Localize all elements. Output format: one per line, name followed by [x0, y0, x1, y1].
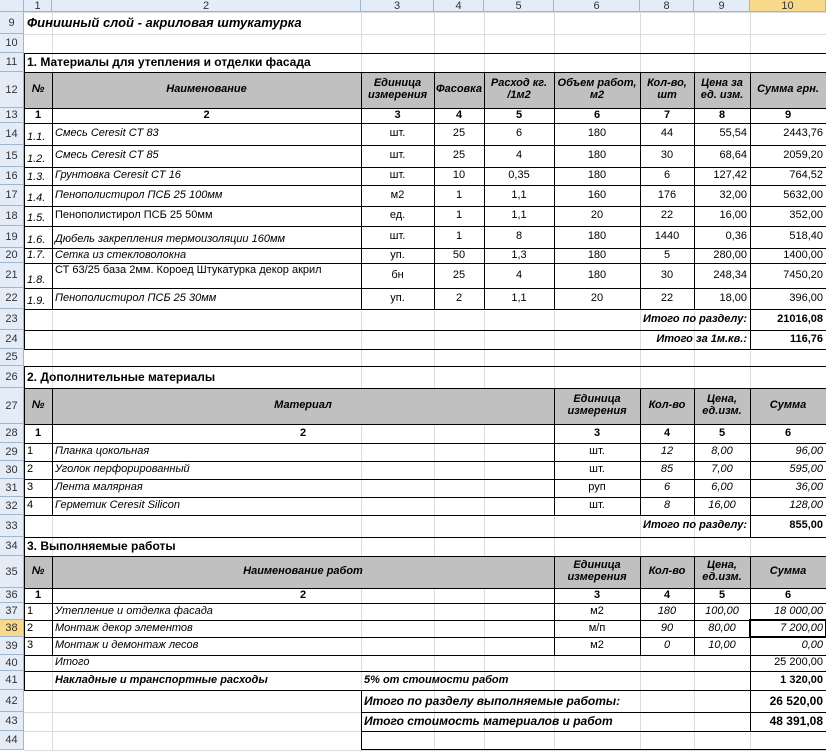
column-number[interactable]: 7 — [663, 108, 671, 121]
table-cell[interactable]: м2 — [590, 604, 604, 617]
row-header[interactable]: 12 — [0, 72, 24, 108]
row-header[interactable]: 21 — [0, 263, 24, 288]
border-h — [24, 108, 826, 109]
table-cell[interactable]: 1 — [455, 230, 463, 243]
table-cell[interactable]: уп. — [390, 291, 405, 304]
total-value[interactable]: 855,00 — [789, 519, 823, 532]
row-header[interactable]: 13 — [0, 108, 24, 123]
table-cell[interactable]: 518,40 — [789, 230, 823, 243]
row-header[interactable]: 14 — [0, 123, 24, 145]
border-v — [52, 388, 53, 515]
row-header[interactable]: 20 — [0, 248, 24, 263]
row-header[interactable]: 19 — [0, 226, 24, 248]
table-cell[interactable]: 6,00 — [711, 481, 733, 494]
table-cell[interactable]: 50 — [452, 248, 466, 261]
page-title[interactable]: Финишный слой - акриловая штукатурка — [27, 15, 302, 31]
table-cell[interactable]: Монтаж декор элементов — [55, 621, 193, 634]
row-header[interactable]: 34 — [0, 537, 24, 556]
border-v — [554, 556, 555, 655]
table-cell[interactable]: 2 — [27, 463, 34, 476]
column-number[interactable]: 6 — [784, 426, 792, 439]
table-cell[interactable]: Планка цокольная — [55, 445, 150, 458]
section-total-value[interactable]: 26 520,00 — [769, 693, 823, 708]
table-cell[interactable]: бн — [391, 268, 404, 281]
table-cell[interactable]: 3 — [27, 481, 34, 494]
table-cell[interactable]: 0 — [663, 639, 671, 652]
table-cell[interactable]: Утепление и отделка фасада — [55, 604, 213, 617]
table-cell[interactable]: 10 — [452, 169, 466, 182]
table-cell[interactable]: шт. — [389, 127, 406, 140]
table-cell[interactable]: 180 — [587, 248, 607, 261]
border-h — [24, 637, 826, 638]
row-header[interactable]: 18 — [0, 206, 24, 226]
border-h — [24, 226, 826, 227]
border-h — [24, 690, 826, 691]
table-cell[interactable]: 160 — [587, 188, 607, 201]
row-header[interactable]: 42 — [0, 690, 24, 712]
column-heading[interactable]: Единица измерения — [367, 77, 428, 101]
row-header[interactable]: 11 — [0, 53, 24, 72]
table-cell[interactable]: 1 — [455, 188, 463, 201]
column-header[interactable]: 6 — [554, 0, 640, 12]
table-cell[interactable]: Пенополистирол ПСБ 25 100мм — [55, 188, 223, 201]
table-cell[interactable]: Пенополистирол ПСБ 25 50мм — [55, 209, 213, 222]
column-heading[interactable]: Кол-во — [648, 399, 686, 412]
table-cell[interactable]: 16,00 — [719, 209, 747, 222]
selected-cell[interactable] — [749, 619, 826, 638]
table-cell[interactable]: 96,00 — [795, 445, 823, 458]
table-cell[interactable]: 1.5. — [27, 212, 46, 225]
table-cell[interactable]: 5 — [663, 248, 671, 261]
column-heading[interactable]: Наименование работ — [243, 565, 363, 578]
column-heading[interactable]: Объем работ, м2 — [557, 77, 637, 101]
table-cell[interactable]: Пенополистирол ПСБ 25 30мм — [55, 291, 217, 304]
border-v — [52, 72, 53, 309]
table-cell[interactable]: 36,00 — [795, 481, 823, 494]
table-cell[interactable]: 16,00 — [708, 499, 736, 512]
table-cell[interactable]: Уголок перфорированный — [55, 463, 190, 476]
column-heading[interactable]: Расход кг. /1м2 — [490, 77, 548, 101]
border-v — [750, 556, 751, 655]
table-cell[interactable]: ед. — [389, 209, 406, 222]
row-header[interactable]: 39 — [0, 637, 24, 655]
row-header[interactable]: 38 — [0, 620, 24, 637]
table-cell[interactable]: Смесь Ceresit CT 85 — [55, 149, 159, 162]
column-heading[interactable]: Цена за ед. изм. — [700, 77, 744, 101]
border-v — [554, 72, 555, 309]
border-h — [24, 671, 826, 672]
table-cell[interactable]: 1,3 — [511, 248, 527, 261]
column-heading[interactable]: Цена, ед.изм. — [702, 393, 742, 417]
column-heading[interactable]: Цена, ед.изм. — [702, 559, 742, 583]
border-v — [694, 72, 695, 309]
column-heading[interactable]: № — [31, 565, 45, 578]
overhead-percent[interactable]: 5% от стоимости работ — [364, 673, 509, 686]
table-cell[interactable]: 127,42 — [713, 169, 747, 182]
table-cell[interactable]: 68,64 — [719, 149, 747, 162]
column-number[interactable]: 1 — [34, 108, 42, 121]
border-v — [694, 556, 695, 655]
border-h — [24, 588, 826, 589]
table-cell[interactable]: 2 — [455, 291, 463, 304]
table-cell[interactable]: 55,54 — [719, 127, 747, 140]
table-cell[interactable]: 7450,20 — [783, 268, 823, 281]
table-cell[interactable]: 1440 — [654, 230, 680, 243]
table-cell[interactable]: м2 — [590, 639, 604, 652]
column-number[interactable]: 8 — [718, 108, 726, 121]
border-h — [24, 123, 826, 124]
table-cell[interactable]: 180 — [657, 604, 677, 617]
table-cell[interactable]: 1 — [27, 445, 34, 458]
table-cell[interactable]: 12 — [660, 445, 674, 458]
column-header[interactable]: 5 — [484, 0, 554, 12]
border-h — [24, 556, 826, 557]
table-cell[interactable]: 1 — [455, 209, 463, 222]
table-cell[interactable]: 6 — [515, 127, 523, 140]
column-heading[interactable]: Сумма грн. — [757, 83, 819, 96]
row-header[interactable]: 26 — [0, 366, 24, 388]
row-header[interactable]: 25 — [0, 349, 24, 366]
table-cell[interactable]: уп. — [390, 248, 405, 261]
column-heading[interactable]: Единица измерения — [567, 559, 627, 583]
column-number[interactable]: 4 — [663, 588, 671, 601]
border-h — [24, 263, 826, 264]
border-h — [24, 309, 826, 310]
table-cell[interactable]: 20 — [590, 291, 604, 304]
border-v — [750, 388, 751, 515]
row-header[interactable]: 16 — [0, 167, 24, 185]
border-h — [361, 712, 826, 713]
border-v — [361, 72, 362, 309]
border-h — [24, 515, 826, 516]
border-h — [24, 479, 826, 480]
table-cell[interactable]: 1.4. — [27, 192, 46, 205]
table-cell[interactable]: 4 — [515, 149, 523, 162]
row-header[interactable]: 30 — [0, 461, 24, 479]
row-header[interactable]: 9 — [0, 12, 24, 34]
row-header[interactable]: 40 — [0, 655, 24, 671]
table-cell[interactable]: 180 — [587, 230, 607, 243]
table-cell[interactable]: м/п — [588, 621, 606, 634]
border-h — [24, 461, 826, 462]
table-cell[interactable]: 396,00 — [789, 291, 823, 304]
column-number[interactable]: 2 — [299, 588, 307, 601]
border-h — [24, 72, 826, 73]
table-cell[interactable]: шт. — [589, 499, 605, 512]
table-cell[interactable]: 100,00 — [705, 604, 739, 617]
border-h — [24, 248, 826, 249]
table-cell[interactable]: Монтаж и демонтаж лесов — [55, 639, 199, 652]
table-cell[interactable]: 1400,00 — [783, 248, 823, 261]
column-number[interactable]: 3 — [593, 588, 601, 601]
subtotal-value[interactable]: 25 200,00 — [774, 656, 823, 669]
row-header[interactable]: 32 — [0, 497, 24, 515]
table-cell[interactable]: 1.7. — [27, 249, 46, 262]
gridline-row — [24, 34, 826, 35]
table-cell[interactable]: 128,00 — [789, 499, 823, 512]
row-header[interactable]: 36 — [0, 588, 24, 603]
column-heading[interactable]: Наименование — [166, 83, 247, 96]
table-cell[interactable]: 1.2. — [27, 153, 46, 166]
table-cell[interactable]: 8,00 — [711, 445, 733, 458]
grand-total-value[interactable]: 48 391,08 — [769, 714, 823, 729]
row-header[interactable]: 29 — [0, 443, 24, 461]
table-cell[interactable]: 25 — [452, 268, 466, 281]
border-h — [24, 497, 826, 498]
overhead-label[interactable]: Накладные и транспортные расходы — [55, 673, 268, 686]
row-header[interactable]: 28 — [0, 424, 24, 443]
border-h — [24, 443, 826, 444]
border-h — [24, 288, 826, 289]
table-cell[interactable]: шт. — [389, 230, 406, 243]
column-heading[interactable]: № — [31, 399, 45, 412]
border-v — [640, 556, 641, 655]
table-cell[interactable]: 180 — [587, 169, 607, 182]
table-cell[interactable]: 25 — [452, 149, 466, 162]
table-cell[interactable]: 0,00 — [801, 639, 823, 652]
table-cell[interactable]: 80,00 — [708, 621, 736, 634]
border-h — [24, 388, 826, 389]
table-cell[interactable]: 1,1 — [511, 209, 527, 222]
column-number[interactable]: 2 — [203, 108, 210, 121]
table-cell[interactable]: 176 — [657, 188, 677, 201]
border-v — [434, 72, 435, 309]
border-v — [750, 655, 751, 731]
table-cell[interactable]: 18 000,00 — [774, 604, 823, 617]
table-cell[interactable]: 7,00 — [711, 463, 733, 476]
table-cell[interactable]: 1 — [27, 604, 34, 617]
row-header[interactable]: 41 — [0, 671, 24, 690]
grand-total-label[interactable]: Итого стоимость материалов и работ — [364, 714, 613, 729]
table-cell[interactable]: 4 — [27, 499, 34, 512]
table-cell[interactable]: 85 — [660, 463, 674, 476]
table-cell[interactable]: 22 — [660, 209, 674, 222]
subtotal-label[interactable]: Итого — [55, 656, 90, 669]
row-header[interactable]: 37 — [0, 603, 24, 620]
row-header[interactable]: 31 — [0, 479, 24, 497]
row-header[interactable]: 10 — [0, 34, 24, 53]
column-number[interactable]: 5 — [515, 108, 523, 121]
border-h — [24, 537, 826, 538]
column-heading[interactable]: Сумма — [769, 399, 807, 412]
border-v — [750, 515, 751, 537]
column-header[interactable]: 4 — [434, 0, 484, 12]
border-h — [24, 366, 826, 367]
table-cell[interactable]: 1.9. — [27, 295, 46, 308]
table-cell[interactable]: шт. — [589, 463, 605, 476]
table-cell[interactable]: 1.1. — [27, 131, 46, 144]
column-heading[interactable]: Единица измерения — [567, 393, 627, 417]
column-number[interactable]: 1 — [34, 588, 42, 601]
table-cell[interactable]: шт. — [389, 169, 406, 182]
border-h — [24, 349, 826, 350]
column-heading[interactable]: Кол-во — [648, 565, 686, 578]
table-cell[interactable]: 1,1 — [511, 291, 527, 304]
select-all-corner[interactable] — [0, 0, 24, 12]
total-label[interactable]: Итого по разделу: — [643, 519, 747, 532]
table-cell[interactable]: 32,00 — [719, 188, 747, 201]
border-v — [52, 556, 53, 655]
table-cell[interactable]: СТ 63/25 база 2мм. Короед Штукатурка декор акрил — [55, 264, 322, 276]
column-header[interactable]: 9 — [694, 0, 750, 12]
table-cell[interactable]: 44 — [660, 127, 674, 140]
column-number[interactable]: 5 — [718, 426, 726, 439]
column-heading[interactable]: Фасовка — [436, 83, 483, 96]
table-cell[interactable]: 6 — [663, 169, 671, 182]
border-v — [24, 537, 25, 690]
table-cell[interactable]: 8 — [663, 499, 671, 512]
row-header[interactable]: 22 — [0, 288, 24, 309]
column-number[interactable]: 9 — [784, 108, 792, 121]
row-header[interactable]: 43 — [0, 712, 24, 731]
table-cell[interactable]: 180 — [587, 149, 607, 162]
border-v — [750, 309, 751, 349]
row-header[interactable]: 27 — [0, 388, 24, 424]
row-header[interactable]: 23 — [0, 309, 24, 330]
border-h — [24, 185, 826, 186]
border-h — [24, 655, 826, 656]
border-h — [24, 145, 826, 146]
border-h — [24, 603, 826, 604]
border-h — [24, 620, 826, 621]
table-cell[interactable]: Лента малярная — [55, 481, 143, 494]
border-v — [750, 72, 751, 309]
column-heading[interactable]: Материал — [274, 399, 332, 412]
border-v — [640, 72, 641, 309]
table-cell[interactable]: 595,00 — [789, 463, 823, 476]
border-v — [694, 388, 695, 515]
table-cell[interactable]: 30 — [660, 149, 674, 162]
table-cell[interactable]: 1.6. — [27, 234, 46, 247]
column-number[interactable]: 6 — [593, 108, 601, 121]
column-heading[interactable]: № — [31, 83, 45, 96]
table-cell[interactable]: руп — [588, 481, 606, 494]
total-value[interactable]: 21016,08 — [777, 312, 823, 325]
table-cell[interactable]: 764,52 — [789, 169, 823, 182]
table-cell[interactable]: Грунтовка Ceresit CT 16 — [55, 169, 181, 182]
table-cell[interactable]: 18,00 — [719, 291, 747, 304]
table-cell[interactable]: м2 — [390, 188, 405, 201]
table-cell[interactable]: 1,1 — [511, 188, 527, 201]
table-cell[interactable]: 5632,00 — [783, 188, 823, 201]
border-h — [24, 167, 826, 168]
border-v — [24, 53, 25, 349]
row-header[interactable]: 24 — [0, 330, 24, 349]
table-cell[interactable]: 180 — [587, 268, 607, 281]
table-cell[interactable]: Дюбель закрепления термоизоляции 160мм — [55, 233, 286, 246]
table-cell[interactable]: 7 200,00 — [780, 621, 823, 634]
table-cell[interactable]: 280,00 — [713, 248, 747, 261]
table-cell[interactable]: 2 — [27, 621, 34, 634]
column-number[interactable]: 1 — [34, 426, 42, 439]
column-number[interactable]: 3 — [593, 426, 601, 439]
table-cell[interactable]: 4 — [515, 268, 523, 281]
row-header[interactable]: 44 — [0, 731, 24, 750]
column-header[interactable]: 2 — [52, 0, 361, 12]
column-number[interactable]: 2 — [299, 426, 307, 439]
table-cell[interactable]: Герметик Ceresit Silicon — [55, 499, 180, 512]
per-m2-label[interactable]: Итого за 1м.кв.: — [656, 332, 747, 345]
table-cell[interactable]: 30 — [660, 268, 674, 281]
table-cell[interactable]: 20 — [590, 209, 604, 222]
table-cell[interactable]: 248,34 — [713, 268, 747, 281]
section-title[interactable]: 3. Выполняемые работы — [27, 539, 176, 554]
table-cell[interactable]: 0,36 — [725, 230, 747, 243]
table-cell[interactable]: 90 — [660, 621, 674, 634]
row-header[interactable]: 15 — [0, 145, 24, 167]
column-number[interactable]: 4 — [663, 426, 671, 439]
table-cell[interactable]: 180 — [587, 127, 607, 140]
table-cell[interactable]: шт. — [389, 149, 406, 162]
row-header[interactable]: 33 — [0, 515, 24, 537]
border-v — [640, 388, 641, 515]
table-cell[interactable]: 3 — [27, 639, 34, 652]
column-header[interactable]: 3 — [361, 0, 434, 12]
table-cell[interactable]: Смесь Ceresit CT 83 — [55, 127, 159, 140]
overhead-value[interactable]: 1 320,00 — [780, 673, 823, 686]
border-h — [24, 424, 826, 425]
border-v — [24, 366, 25, 537]
row-header[interactable]: 35 — [0, 556, 24, 588]
total-label[interactable]: Итого по разделу: — [643, 312, 747, 325]
column-header[interactable]: 1 — [24, 0, 52, 12]
table-cell[interactable]: 0,35 — [508, 169, 530, 182]
table-cell[interactable]: 352,00 — [789, 209, 823, 222]
section-title[interactable]: 1. Материалы для утепления и отделки фасада — [27, 55, 311, 70]
table-cell[interactable]: Сетка из стекловолокна — [55, 248, 187, 261]
section-title[interactable]: 2. Дополнительные материалы — [27, 369, 216, 384]
per-m2-value[interactable]: 116,76 — [789, 332, 823, 345]
column-number[interactable]: 6 — [784, 588, 792, 601]
border-h — [361, 731, 826, 732]
column-header[interactable]: 8 — [640, 0, 694, 12]
table-cell[interactable]: 1.8. — [27, 274, 46, 287]
column-heading[interactable]: Сумма — [769, 565, 807, 578]
column-number[interactable]: 3 — [394, 108, 401, 121]
border-v — [554, 388, 555, 515]
column-header[interactable]: 10 — [750, 0, 826, 12]
section-total-label[interactable]: Итого по разделу выполняемые работы: — [364, 693, 621, 708]
border-h — [24, 206, 826, 207]
table-cell[interactable]: шт. — [589, 445, 605, 458]
border-h — [24, 330, 826, 331]
table-cell[interactable]: 25 — [452, 127, 466, 140]
table-cell[interactable]: 8 — [515, 230, 523, 243]
row-header[interactable]: 17 — [0, 185, 24, 206]
column-number[interactable]: 4 — [455, 108, 463, 121]
table-cell[interactable]: 2443,76 — [783, 127, 823, 140]
table-cell[interactable]: 1.3. — [27, 171, 46, 184]
border-v — [484, 72, 485, 309]
column-heading[interactable]: Кол-во, шт — [647, 77, 687, 101]
table-cell[interactable]: 2059,20 — [783, 149, 823, 162]
column-number[interactable]: 5 — [718, 588, 726, 601]
table-cell[interactable]: 6 — [663, 481, 671, 494]
border-v — [361, 690, 362, 750]
table-cell[interactable]: 22 — [660, 291, 674, 304]
border-h — [24, 53, 826, 54]
table-cell[interactable]: 10,00 — [708, 639, 736, 652]
